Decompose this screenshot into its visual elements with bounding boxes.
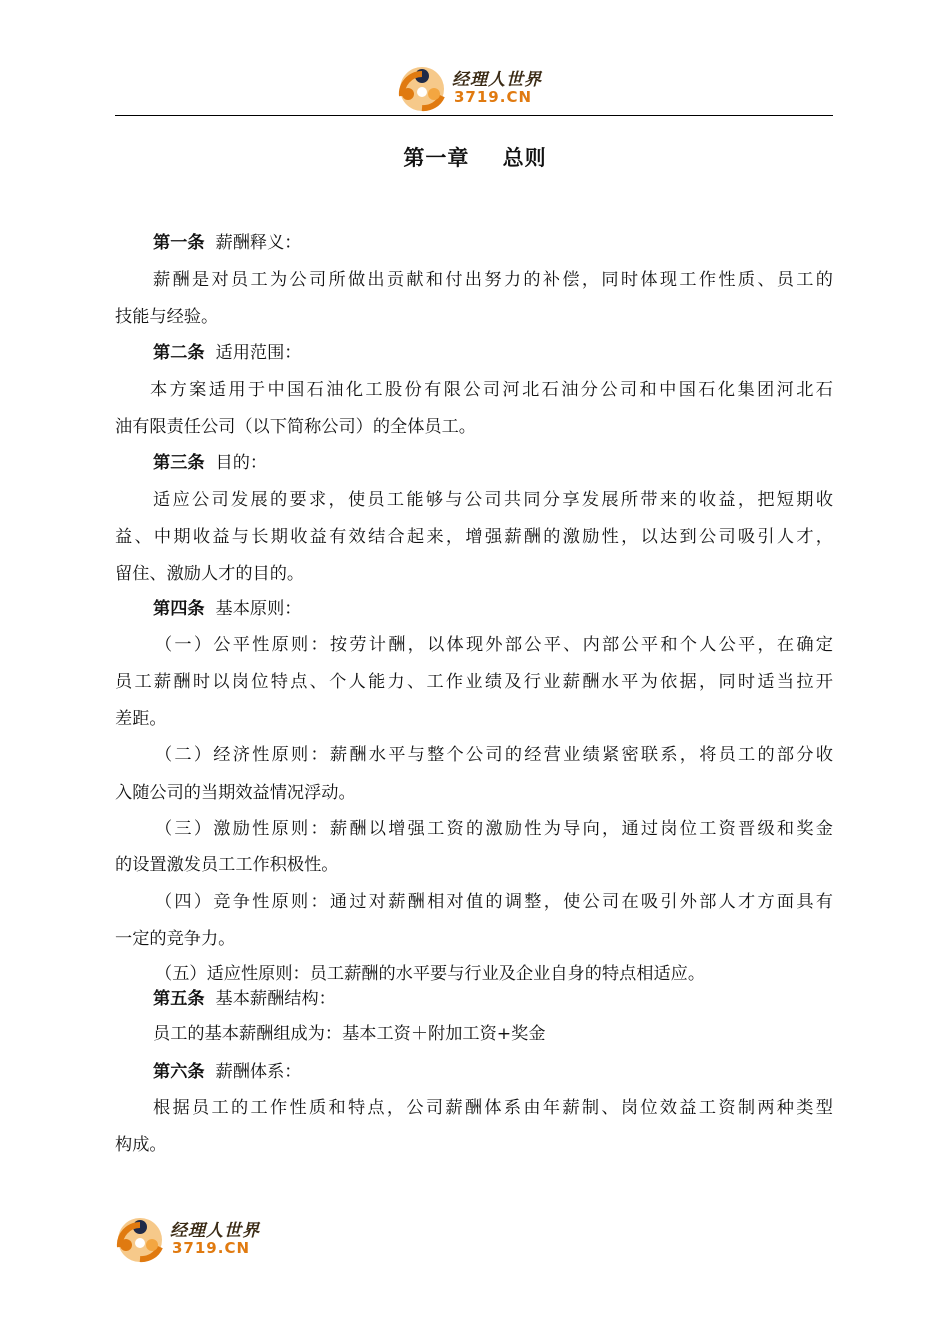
paragraph-line: 根据员工的工作性质和特点，公司薪酬体系由年薪制、岗位效益工资制两种类型 (153, 1098, 833, 1118)
article-6-heading (153, 1060, 833, 1084)
paragraph-line: 薪酬是对员工为公司所做出贡献和付出努力的补偿，同时体现工作性质、员工的 (153, 270, 833, 290)
paragraph-line: 适应公司发展的要求，使员工能够与公司共同分享发展所带来的收益，把短期收 (153, 490, 833, 510)
logo-text-cn: 经理人世界 (170, 1221, 260, 1241)
article-label: 第三条 (153, 453, 205, 473)
paragraph-line: 一定的竞争力。 (115, 929, 236, 949)
logo-text-url: 3719.CN (454, 88, 533, 106)
article-2-heading (153, 341, 833, 365)
paragraph-line: 差距。 (115, 709, 167, 729)
paragraph-line: 的设置激发员工工作积极性。 (115, 855, 339, 875)
article-title: 适用范围： (215, 343, 302, 363)
logo-emblem-icon (112, 1213, 168, 1265)
article-label: 第二条 (153, 343, 205, 363)
article-1-heading (153, 231, 833, 255)
paragraph-line: 技能与经验。 (115, 307, 219, 327)
paragraph-line: （一）公平性原则：按劳计酬，以体现外部公平、内部公平和个人公平，在确定 (155, 635, 833, 655)
article-5-heading (153, 987, 833, 1011)
article-label: 第五条 (153, 989, 205, 1009)
logo-emblem-icon (394, 62, 450, 114)
article-3-heading (153, 451, 833, 475)
paragraph-line: （四）竞争性原则：通过对薪酬相对值的调整，使公司在吸引外部人才方面具有 (155, 892, 833, 912)
paragraph-line: （二）经济性原则：薪酬水平与整个公司的经营业绩紧密联系，将员工的部分收 (155, 745, 833, 765)
header-logo (394, 62, 559, 114)
article-label: 第六条 (153, 1062, 205, 1082)
paragraph-line: 本方案适用于中国石油化工股份有限公司河北石油分公司和中国石化集团河北石 (150, 380, 833, 400)
article-title: 目的： (215, 453, 268, 473)
article-title: 基本薪酬结构： (215, 989, 336, 1009)
footer-logo (112, 1213, 277, 1265)
logo-text-url: 3719.CN (172, 1239, 251, 1257)
article-label: 第一条 (153, 233, 205, 253)
article-label: 第四条 (153, 599, 205, 619)
paragraph-line: 益、中期收益与长期收益有效结合起来，增强薪酬的激励性，以达到公司吸引人才， (115, 527, 833, 547)
paragraph-line: 留住、激励人才的目的。 (115, 564, 305, 584)
header-divider (115, 115, 833, 116)
paragraph-line: 员工的基本薪酬组成为：基本工资＋附加工资+奖金 (153, 1024, 546, 1044)
article-4-heading (153, 597, 833, 621)
paragraph-line: 油有限责任公司（以下简称公司）的全体员工。 (115, 417, 476, 437)
paragraph-line: （三）激励性原则：薪酬以增强工资的激励性为导向，通过岗位工资晋级和奖金 (155, 819, 833, 839)
logo-text-cn: 经理人世界 (452, 70, 542, 90)
chapter-title: 第一章 总则 (403, 146, 547, 170)
paragraph-line: 构成。 (115, 1135, 167, 1155)
article-title: 基本原则： (215, 599, 302, 619)
paragraph-line: （五）适应性原则：员工薪酬的水平要与行业及企业自身的特点相适应。 (155, 964, 706, 984)
paragraph-line: 员工薪酬时以岗位特点、个人能力、工作业绩及行业薪酬水平为依据，同时适当拉开 (115, 672, 833, 692)
paragraph-line: 入随公司的当期效益情况浮动。 (115, 783, 356, 803)
article-title: 薪酬体系： (215, 1062, 302, 1082)
article-title: 薪酬释义： (215, 233, 302, 253)
